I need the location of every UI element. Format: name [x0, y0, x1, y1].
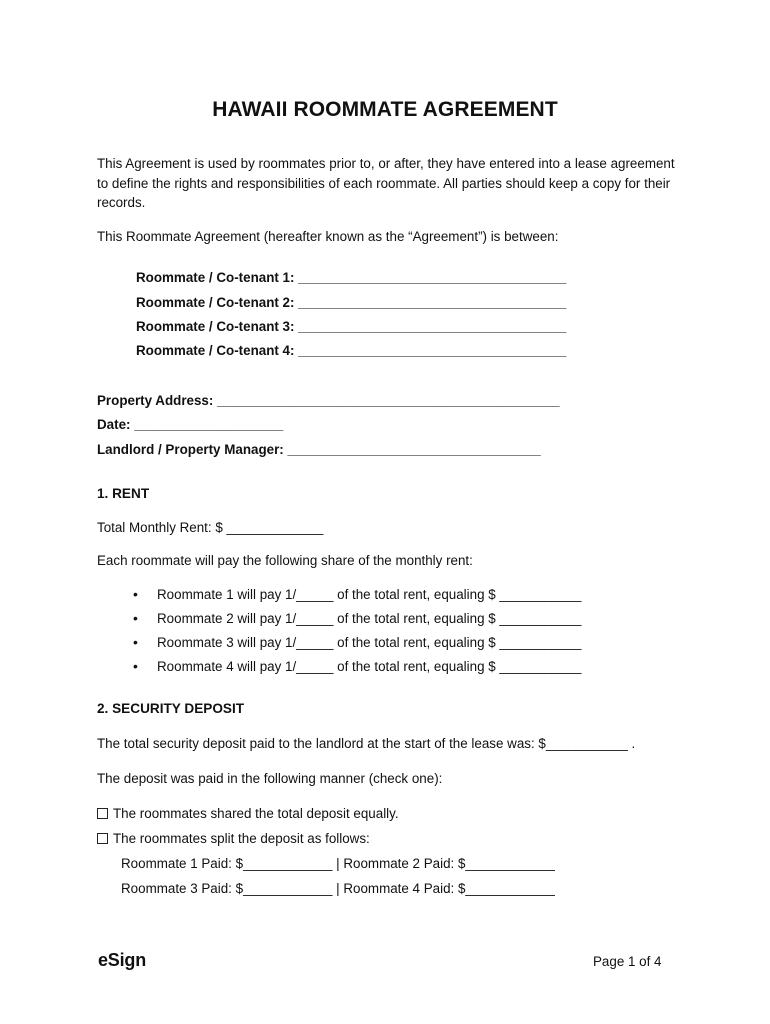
section-rent-heading: 1. RENT: [97, 486, 150, 501]
cotenant-4-line[interactable]: Roommate / Co-tenant 4: ____________________________________: [136, 343, 567, 358]
date-line[interactable]: Date: ____________________: [97, 417, 284, 432]
cotenant-3-line[interactable]: Roommate / Co-tenant 3: ____________________________________: [136, 319, 567, 334]
bullet-icon: •: [133, 610, 138, 626]
deposit-paid-row-1[interactable]: Roommate 1 Paid: $____________ | Roommate 2 Paid: $____________: [121, 856, 555, 871]
total-deposit-line[interactable]: The total security deposit paid to the landlord at the start of the lease was: $___________ .: [97, 736, 636, 751]
rent-share-item[interactable]: [133, 658, 581, 674]
bullet-icon: •: [133, 658, 138, 674]
page-number: Page 1 of 4: [593, 954, 662, 969]
rent-share-intro: Each roommate will pay the following share of the monthly rent:: [97, 553, 473, 568]
rent-share-item[interactable]: [133, 634, 581, 650]
deposit-option-equal[interactable]: [97, 806, 399, 821]
document-title: HAWAII ROOMMATE AGREEMENT: [212, 98, 558, 121]
bullet-icon: •: [133, 634, 138, 650]
deposit-paid-row-2[interactable]: Roommate 3 Paid: $____________ | Roommate 4 Paid: $____________: [121, 881, 555, 896]
rent-share-item[interactable]: [133, 610, 581, 626]
deposit-option-split[interactable]: [97, 831, 370, 846]
between-statement: This Roommate Agreement (hereafter known as the “Agreement”) is between:: [97, 229, 559, 244]
section-deposit-heading: 2. SECURITY DEPOSIT: [97, 701, 245, 716]
checkbox-icon[interactable]: [97, 808, 108, 819]
checkbox-icon[interactable]: [97, 833, 108, 844]
deposit-option-equal-label: The roommates shared the total deposit equally.: [113, 806, 399, 821]
rent-share-text: Roommate 1 will pay 1/_____ of the total rent, equaling $ ___________: [157, 587, 582, 602]
rent-share-text: Roommate 3 will pay 1/_____ of the total rent, equaling $ ___________: [157, 635, 582, 650]
landlord-line[interactable]: Landlord / Property Manager: __________________________________: [97, 442, 541, 457]
deposit-manner-intro: The deposit was paid in the following manner (check one):: [97, 771, 443, 786]
deposit-option-split-label: The roommates split the deposit as follows:: [113, 831, 370, 846]
cotenant-1-line[interactable]: Roommate / Co-tenant 1: ____________________________________: [136, 270, 567, 285]
bullet-icon: •: [133, 586, 138, 602]
total-monthly-rent-line[interactable]: Total Monthly Rent: $ _____________: [97, 520, 324, 535]
rent-share-item[interactable]: [133, 586, 581, 602]
property-address-line[interactable]: Property Address: ______________________________________________: [97, 393, 560, 408]
esign-logo: eSign: [98, 950, 147, 970]
intro-paragraph: This Agreement is used by roommates prior to, or after, they have entered into a lease agreement to define the rights and responsibilities of each roommate. All parties should keep a copy for their records.: [97, 156, 675, 210]
cotenant-2-line[interactable]: Roommate / Co-tenant 2: ____________________________________: [136, 295, 567, 310]
rent-share-text: Roommate 4 will pay 1/_____ of the total rent, equaling $ ___________: [157, 659, 582, 674]
rent-share-text: Roommate 2 will pay 1/_____ of the total rent, equaling $ ___________: [157, 611, 582, 626]
